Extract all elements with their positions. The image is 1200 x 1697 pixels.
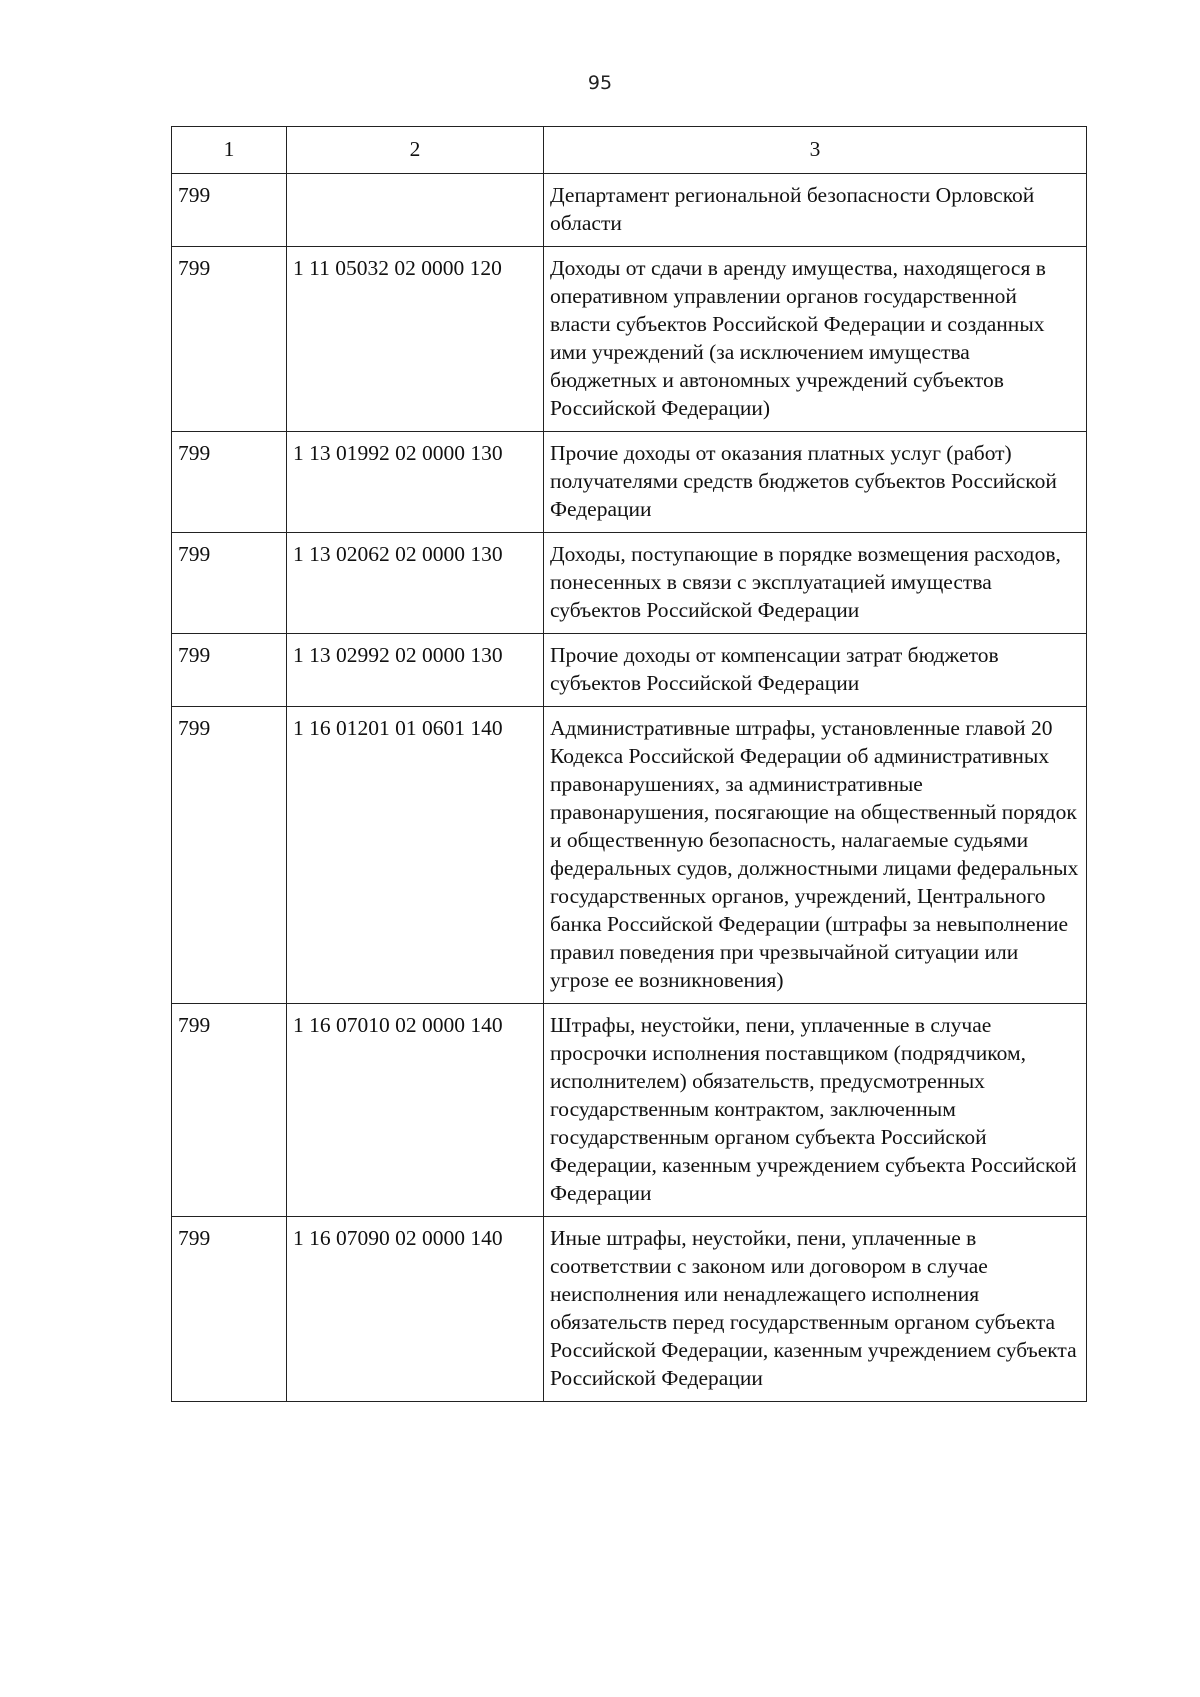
kbk-code-cell: 1 13 02062 02 0000 130 xyxy=(287,533,544,634)
revenue-codes-table xyxy=(171,126,1087,1402)
admin-code-cell: 799 xyxy=(172,432,287,533)
table-row xyxy=(172,707,1087,1004)
kbk-code-cell: 1 13 01992 02 0000 130 xyxy=(287,432,544,533)
admin-code-cell: 799 xyxy=(172,533,287,634)
page-number: 95 xyxy=(587,72,613,94)
kbk-code-cell: 1 16 07010 02 0000 140 xyxy=(287,1004,544,1217)
column-header-1: 1 xyxy=(172,127,287,174)
kbk-code-cell: 1 13 02992 02 0000 130 xyxy=(287,634,544,707)
table-row xyxy=(172,1217,1087,1402)
admin-code-cell: 799 xyxy=(172,1217,287,1402)
kbk-code-cell: 1 11 05032 02 0000 120 xyxy=(287,247,544,432)
description-cell: Доходы, поступающие в порядке возмещения расходов, понесенных в связи с эксплуатацией имущества субъектов Российской Федерации xyxy=(544,533,1087,634)
admin-code-cell: 799 xyxy=(172,247,287,432)
kbk-code-cell xyxy=(287,174,544,247)
description-cell: Иные штрафы, неустойки, пени, уплаченные в соответствии с законом или договором в случае неисполнения или ненадлежащего исполнения обязательств перед государственным органом субъекта Российской Федерации, казенным учреждением субъекта Российской Федерации xyxy=(544,1217,1087,1402)
table-row xyxy=(172,1004,1087,1217)
description-cell: Штрафы, неустойки, пени, уплаченные в случае просрочки исполнения поставщиком (подрядчиком, исполнителем) обязательств, предусмотренных государственным контрактом, заключенным государственным органом субъекта Российской Федерации, казенным учреждением субъекта Российской Федерации xyxy=(544,1004,1087,1217)
admin-code-cell: 799 xyxy=(172,174,287,247)
table-row xyxy=(172,174,1087,247)
table-row xyxy=(172,634,1087,707)
admin-code-cell: 799 xyxy=(172,707,287,1004)
column-header-3: 3 xyxy=(544,127,1087,174)
kbk-code-cell: 1 16 01201 01 0601 140 xyxy=(287,707,544,1004)
kbk-code-cell: 1 16 07090 02 0000 140 xyxy=(287,1217,544,1402)
description-cell: Прочие доходы от оказания платных услуг (работ) получателями средств бюджетов субъектов Российской Федерации xyxy=(544,432,1087,533)
description-cell: Административные штрафы, установленные главой 20 Кодекса Российской Федерации об административных правонарушениях, за административные правонарушения, посягающие на общественный порядок и общественную безопасность, налагаемые судьями федеральных судов, должностными лицами федеральных государственных органов, учреждений, Центрального банка Российской Федерации (штрафы за невыполнение правил поведения при чрезвычайной ситуации или угрозе ее возникновения) xyxy=(544,707,1087,1004)
table-header-row xyxy=(172,127,1087,174)
admin-code-cell: 799 xyxy=(172,1004,287,1217)
table-row xyxy=(172,247,1087,432)
description-cell: Прочие доходы от компенсации затрат бюджетов субъектов Российской Федерации xyxy=(544,634,1087,707)
admin-code-cell: 799 xyxy=(172,634,287,707)
description-cell: Доходы от сдачи в аренду имущества, находящегося в оперативном управлении органов государственной власти субъектов Российской Федерации и созданных ими учреждений (за исключением имущества бюджетных и автономных учреждений субъектов Российской Федерации) xyxy=(544,247,1087,432)
column-header-2: 2 xyxy=(287,127,544,174)
table-row xyxy=(172,432,1087,533)
description-cell: Департамент региональной безопасности Орловской области xyxy=(544,174,1087,247)
table-row xyxy=(172,533,1087,634)
